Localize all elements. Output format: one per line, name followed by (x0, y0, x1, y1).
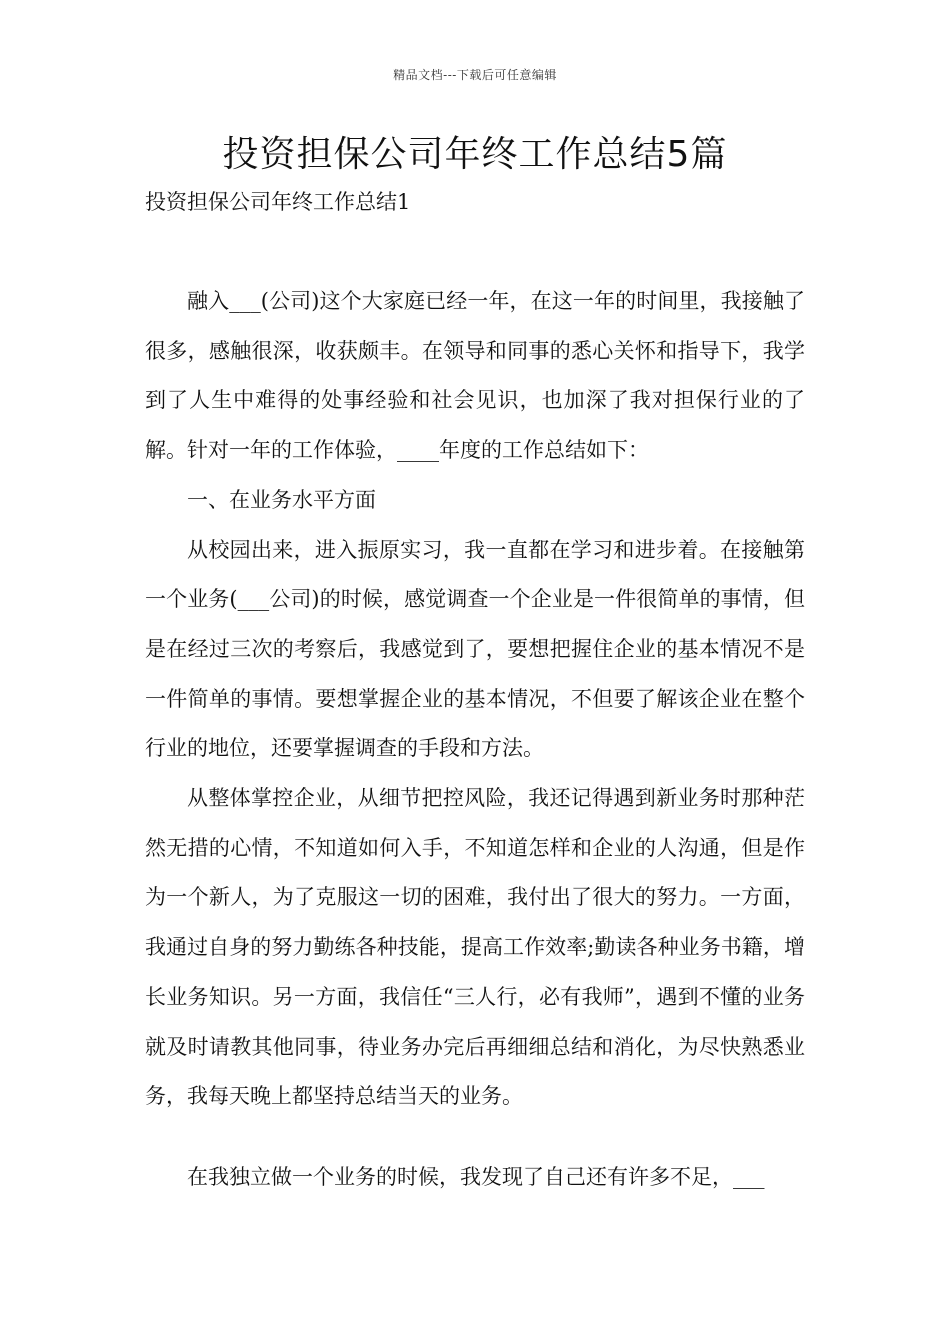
header-note: 精品文档---下载后可任意编辑 (393, 68, 557, 82)
document-title: 投资担保公司年终工作总结5篇 (222, 134, 728, 175)
section-heading: 一、在业务水平方面 (187, 487, 376, 512)
document-subtitle: 投资担保公司年终工作总结1 (145, 190, 411, 214)
paragraph-business-2: 从整体掌控企业，从细节把控风险，我还记得遇到新业务时那种茫然无措的心情，不知道如何入手，不知道怎样和企业的人沟通，但是作为一个新人，为了克服这一切的困难，我付出了很大的努力。一方面，我通过自身的努力勤练各种技能，提高工作效率;勤读各种业务书籍，增长业务知识。另一方面，我信任“三人行，必有我师”，遇到不懂的业务就及时请教其他同事，待业务办完后再细细总结和消化，为尽快熟悉业务，我每天晚上都坚持总结当天的业务。 (145, 786, 805, 1109)
document-body-continued (145, 1153, 805, 1203)
paragraph-business-1: 从校园出来，进入振原实习，我一直都在学习和进步着。在接触第一个业务(___公司)的时候，感觉调查一个企业是一件很简单的事情，但是在经过三次的考察后，我感觉到了，要想把握住企业的基本情况不是一件简单的事情。要想掌握企业的基本情况，不但要了解该企业在整个行业的地位，还要掌握调查的手段和方法。 (145, 537, 805, 761)
document-body (145, 277, 805, 1122)
paragraph-business-3: 在我独立做一个业务的时候，我发现了自己还有许多不足，___ (187, 1165, 765, 1189)
paragraph-intro: 融入___(公司)这个大家庭已经一年，在这一年的时间里，我接触了很多，感触很深，收获颇丰。在领导和同事的悉心关怀和指导下，我学到了人生中难得的处事经验和社会见识，也加深了我对担保行业的了解。针对一年的工作体验，____年度的工作总结如下： (145, 289, 805, 463)
